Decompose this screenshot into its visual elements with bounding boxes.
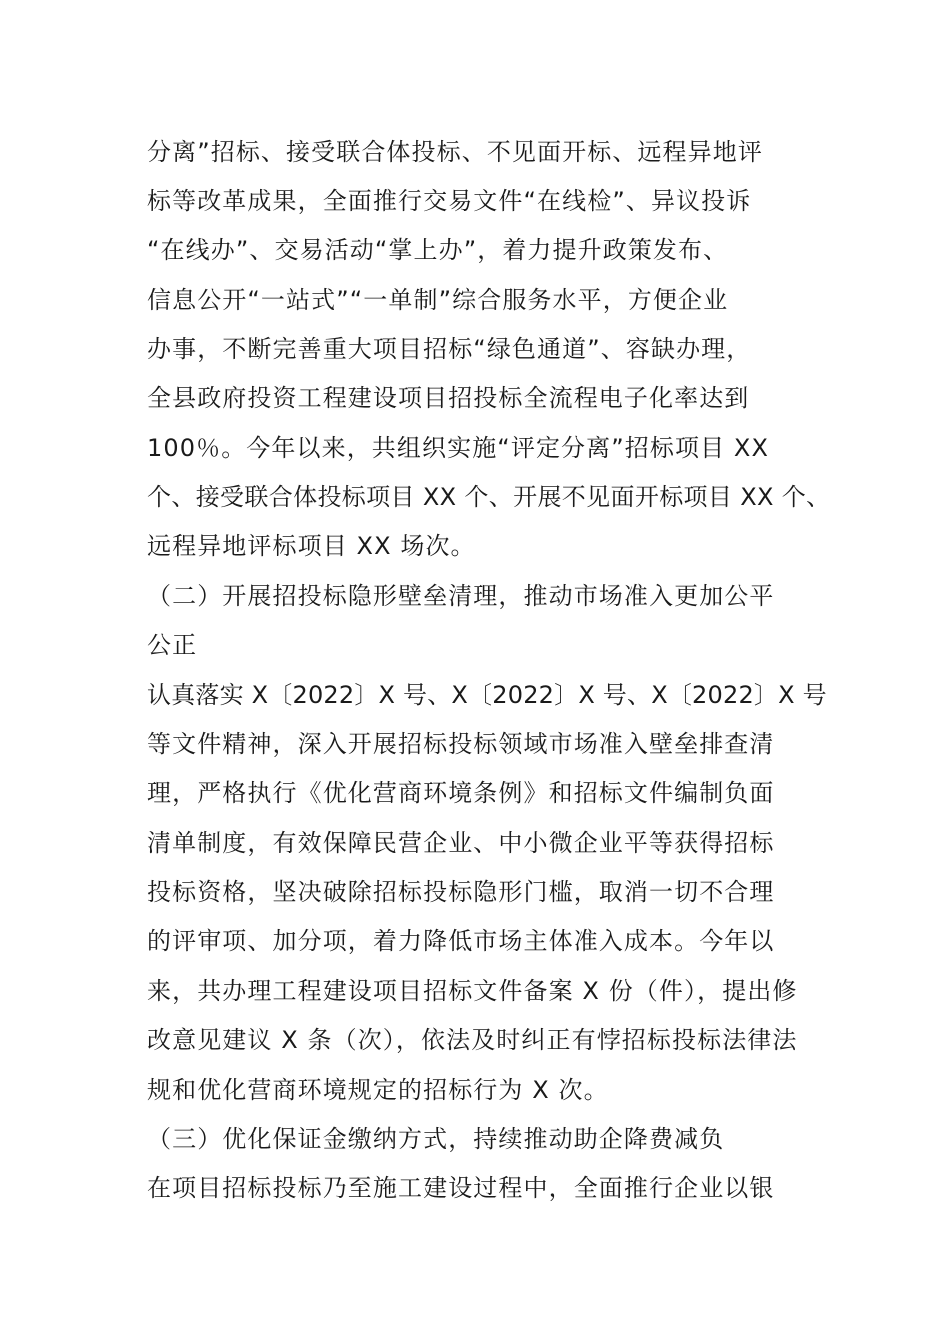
- body-text-line: 信息公开“一站式”“一单制”综合服务水平，方便企业: [147, 286, 729, 314]
- body-text-line: 理，严格执行《优化营商环境条例》和招标文件编制负面: [147, 779, 775, 807]
- body-text-line: 全县政府投资工程建设项目招投标全流程电子化率达到: [147, 384, 750, 412]
- body-text-line: 规和优化营商环境规定的招标行为 X 次。: [147, 1076, 609, 1104]
- body-text-line: 等文件精神，深入开展招标投标领域市场准入壁垒排查清: [147, 730, 775, 758]
- body-text-line: 分离”招标、接受联合体投标、不见面开标、远程异地评: [147, 138, 763, 166]
- section-heading-3: （三）优化保证金缴纳方式，持续推动助企降费减负: [147, 1125, 725, 1153]
- body-text-line: “在线办”、交易活动“掌上办”，着力提升政策发布、: [147, 236, 729, 264]
- section-heading-2: （二）开展招投标隐形壁垒清理，推动市场准入更加公平: [147, 582, 775, 610]
- body-text-line: 办事，不断完善重大项目招标“绿色通道”、容缺办理，: [147, 335, 752, 363]
- body-text-line: 来，共办理工程建设项目招标文件备案 X 份（件），提出修: [147, 977, 798, 1005]
- body-text-line: 在项目招标投标乃至施工建设过程中，全面推行企业以银: [147, 1174, 775, 1202]
- body-text-line: 改意见建议 X 条（次），依法及时纠正有悖招标投标法律法: [147, 1026, 798, 1054]
- body-text-line: 远程异地评标项目 XX 场次。: [147, 532, 476, 560]
- body-text-line: 的评审项、加分项，着力降低市场主体准入成本。今年以: [147, 927, 775, 955]
- body-text-line: 个、接受联合体投标项目 XX 个、开展不见面开标项目 XX 个、: [147, 483, 831, 511]
- body-text-line: 认真落实 X〔2022〕X 号、X〔2022〕X 号、X〔2022〕X 号: [147, 681, 827, 709]
- body-text-line: 标等改革成果，全面推行交易文件“在线检”、异议投诉: [147, 187, 752, 215]
- body-text-line: 清单制度，有效保障民营企业、中小微企业平等获得招标: [147, 829, 775, 857]
- section-heading-2-cont: 公正: [147, 631, 198, 659]
- body-text-line: 投标资格，坚决破除招标投标隐形门槛，取消一切不合理: [147, 878, 775, 906]
- body-text-line: 100％。今年以来，共组织实施“评定分离”招标项目 XX: [147, 434, 769, 462]
